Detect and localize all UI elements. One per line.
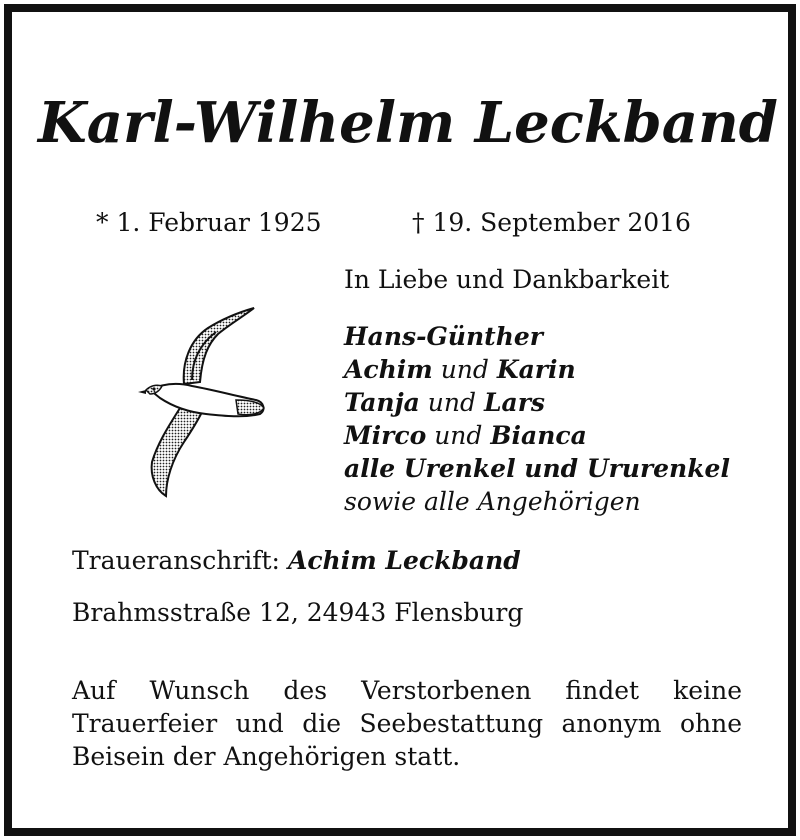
mourner-name: Hans-Günther	[344, 322, 543, 351]
mourning-address-street: Brahmsstraße 12,	[72, 598, 299, 627]
death-date: † 19. September 2016	[412, 208, 691, 237]
mourning-address	[72, 546, 521, 575]
seagull-icon	[132, 300, 277, 498]
mourner-name: Achim	[344, 355, 433, 384]
mourner-relatives: sowie alle Angehörigen	[344, 487, 641, 516]
mourner-conjunction: und	[434, 421, 483, 450]
mourner-name: Karin	[496, 355, 576, 384]
mourners-list	[344, 320, 730, 518]
mourner-conjunction: und	[427, 388, 477, 417]
mourner-line	[344, 320, 730, 353]
mourner-name: Mirco	[344, 421, 427, 450]
mourner-line	[344, 386, 730, 419]
mourning-address-label: Traueranschrift:	[72, 546, 280, 575]
mourning-address-city: 24943 Flensburg	[306, 598, 524, 627]
birth-date: * 1. Februar 1925	[96, 208, 322, 237]
funeral-note: Auf Wunsch des Verstorbenen findet keine Trauerfeier und die Seebestattung anonym ohne Beisein der Angehörigen statt.	[72, 676, 742, 771]
mourner-name: Tanja	[344, 388, 420, 417]
mourning-address-name: Achim Leckband	[287, 546, 521, 575]
mourner-descendants: alle Urenkel und Ururenkel	[344, 454, 730, 483]
mourner-conjunction: und	[440, 355, 489, 384]
mourner-line	[344, 353, 730, 386]
deceased-name: Karl-Wilhelm Leckband	[38, 90, 778, 156]
mourner-name: Lars	[483, 388, 545, 417]
obituary-notice	[4, 4, 796, 836]
mourner-line	[344, 419, 730, 452]
mourner-name: Bianca	[490, 421, 587, 450]
dedication: In Liebe und Dankbarkeit	[344, 265, 670, 294]
mourning-address-street-line	[72, 598, 523, 627]
